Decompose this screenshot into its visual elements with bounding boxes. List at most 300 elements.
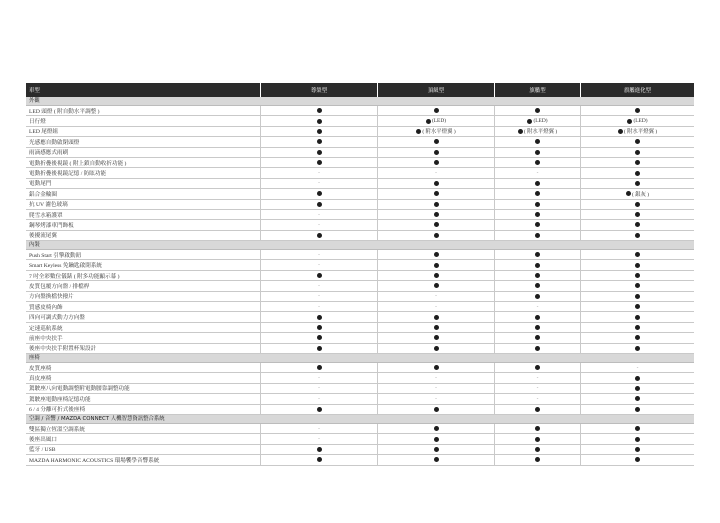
available-dot-icon: [434, 457, 439, 462]
not-available-dash: -: [435, 293, 437, 300]
available-dot-icon: [434, 273, 439, 278]
available-dot-icon: [535, 263, 540, 268]
feature-cell: [377, 210, 494, 219]
table-body: [26, 97, 694, 466]
table-row: [26, 445, 694, 455]
available-dot-icon: [635, 407, 640, 412]
feature-label: 鋁合金輪圈: [29, 191, 57, 198]
table-row: [26, 312, 694, 322]
available-dot-icon: [635, 437, 640, 442]
feature-cell: [260, 210, 377, 219]
feature-label: LED 頭燈 ( 附自動水平調整 ): [29, 108, 100, 115]
available-dot-icon: [635, 386, 640, 391]
feature-cell: [377, 158, 494, 167]
feature-cell: [494, 210, 580, 219]
feature-cell: [260, 168, 377, 177]
feature-label: 6 / 4 分離可折式後座椅: [29, 407, 86, 414]
feature-cell: [377, 148, 494, 157]
table-row: [26, 434, 694, 444]
feature-cell: [260, 250, 377, 259]
feature-cell: [260, 137, 377, 146]
feature-cell: [377, 455, 494, 464]
feature-note: ( 附水平燈翼 ): [523, 129, 558, 136]
available-dot-icon: [434, 202, 439, 207]
feature-cell: [494, 158, 580, 167]
available-dot-icon: [434, 407, 439, 412]
feature-cell: [260, 189, 377, 198]
feature-cell: [580, 148, 694, 157]
feature-label: Push Start 引擎啟動鈕: [29, 252, 82, 259]
available-dot-icon: [434, 315, 439, 320]
feature-cell: [494, 231, 580, 240]
feature-cell: [580, 292, 694, 301]
available-dot-icon: [317, 119, 322, 124]
feature-cell: [580, 302, 694, 311]
section-title: 空調 / 音響 / MAZDA CONNECT 人機智慧資訊整合系統: [26, 415, 694, 424]
feature-cell: [580, 189, 694, 198]
feature-label: LED 尾燈組: [29, 129, 59, 136]
available-dot-icon: [635, 150, 640, 155]
available-dot-icon: [635, 273, 640, 278]
not-available-dash: -: [435, 170, 437, 177]
table-row: [26, 373, 694, 383]
table-row: [26, 260, 694, 270]
available-dot-icon: [535, 181, 540, 186]
table-row: [26, 405, 694, 415]
feature-cell: [580, 116, 694, 125]
header-trim-3: 旗艦型: [494, 83, 580, 97]
feature-cell: [580, 424, 694, 433]
table-row: [26, 363, 694, 373]
spec-table: [26, 83, 694, 466]
feature-cell: [494, 260, 580, 269]
available-dot-icon: [317, 457, 322, 462]
not-available-dash: -: [435, 375, 437, 382]
feature-label: 後擾流尾翼: [29, 233, 57, 240]
table-row: [26, 333, 694, 343]
header-trim-1: 尊榮型: [260, 83, 377, 97]
feature-label: 後座中央扶手附置杯架設計: [29, 346, 97, 353]
table-row: [26, 323, 694, 333]
feature-cell: [260, 292, 377, 301]
feature-cell: [580, 455, 694, 464]
table-row: [26, 302, 694, 312]
table-row: [26, 127, 694, 137]
feature-label: 後座出風口: [29, 437, 57, 444]
not-available-dash: -: [318, 211, 320, 218]
feature-cell: [260, 179, 377, 188]
available-dot-icon: [535, 457, 540, 462]
feature-cell: [580, 312, 694, 321]
table-row: [26, 292, 694, 302]
available-dot-icon: [635, 263, 640, 268]
available-dot-icon: [535, 108, 540, 113]
table-row: [26, 106, 694, 116]
feature-cell: [260, 148, 377, 157]
not-available-dash: -: [536, 170, 539, 177]
feature-cell: [580, 445, 694, 454]
feature-cell: [377, 292, 494, 301]
feature-label: 定速巡航系統: [29, 325, 63, 332]
feature-cell: [377, 271, 494, 280]
available-dot-icon: [635, 396, 640, 401]
table-row: [26, 168, 694, 178]
feature-cell: [494, 405, 580, 414]
feature-cell: [377, 189, 494, 198]
available-dot-icon: [434, 252, 439, 257]
table-row: [26, 189, 694, 199]
available-dot-icon: [434, 426, 439, 431]
section-title: 座椅: [26, 354, 694, 363]
available-dot-icon: [317, 273, 322, 278]
feature-cell: [580, 271, 694, 280]
feature-cell: [494, 344, 580, 353]
available-dot-icon: [434, 263, 439, 268]
table-row: [26, 231, 694, 241]
available-dot-icon: [535, 139, 540, 144]
available-dot-icon: [317, 335, 322, 340]
not-available-dash: -: [536, 395, 539, 402]
feature-cell: [377, 116, 494, 125]
feature-label: 駕駛座電動座椅記憶功能: [29, 396, 91, 403]
feature-cell: [260, 344, 377, 353]
table-row: [26, 220, 694, 230]
available-dot-icon: [416, 129, 421, 134]
feature-cell: [377, 312, 494, 321]
feature-cell: [494, 281, 580, 290]
header-model: 車型: [29, 88, 40, 94]
available-dot-icon: [635, 447, 640, 452]
feature-cell: [377, 405, 494, 414]
available-dot-icon: [635, 252, 640, 257]
available-dot-icon: [626, 191, 631, 196]
feature-cell: [494, 373, 580, 382]
feature-cell: [260, 333, 377, 342]
available-dot-icon: [426, 119, 431, 124]
feature-cell: [260, 302, 377, 311]
feature-cell: [580, 333, 694, 342]
feature-cell: [377, 424, 494, 433]
feature-cell: [377, 200, 494, 209]
table-row: [26, 281, 694, 291]
feature-cell: [580, 384, 694, 393]
available-dot-icon: [317, 407, 322, 412]
feature-cell: [377, 445, 494, 454]
available-dot-icon: [635, 212, 640, 217]
available-dot-icon: [434, 325, 439, 330]
available-dot-icon: [535, 202, 540, 207]
available-dot-icon: [317, 233, 322, 238]
available-dot-icon: [635, 335, 640, 340]
feature-cell: [260, 405, 377, 414]
feature-cell: [494, 250, 580, 259]
feature-cell: [580, 344, 694, 353]
feature-cell: [580, 158, 694, 167]
available-dot-icon: [317, 129, 322, 134]
available-dot-icon: [635, 283, 640, 288]
feature-cell: [494, 363, 580, 372]
feature-label: Smart Keyless 免鑰匙啟閉系統: [29, 263, 103, 270]
feature-cell: [377, 363, 494, 372]
feature-cell: [260, 231, 377, 240]
not-available-dash: -: [318, 262, 320, 269]
available-dot-icon: [434, 335, 439, 340]
feature-cell: [494, 455, 580, 464]
feature-cell: [580, 260, 694, 269]
feature-cell: [260, 271, 377, 280]
feature-label: 四向可調式動力方向盤: [29, 315, 85, 322]
table-row: [26, 200, 694, 210]
available-dot-icon: [618, 129, 623, 134]
available-dot-icon: [635, 202, 640, 207]
available-dot-icon: [434, 160, 439, 165]
feature-cell: [260, 434, 377, 443]
feature-cell: [494, 312, 580, 321]
feature-label: 光感應自動啟閉頭燈: [29, 139, 80, 146]
available-dot-icon: [535, 346, 540, 351]
feature-cell: [260, 394, 377, 403]
not-available-dash: -: [318, 293, 320, 300]
available-dot-icon: [535, 150, 540, 155]
feature-note: (LED): [533, 118, 548, 125]
feature-label: 質感皮椅內飾: [29, 304, 63, 311]
available-dot-icon: [535, 325, 540, 330]
not-available-dash: -: [435, 385, 437, 392]
feature-cell: [494, 394, 580, 403]
available-dot-icon: [535, 222, 540, 227]
available-dot-icon: [317, 325, 322, 330]
available-dot-icon: [635, 304, 640, 309]
not-available-dash: -: [318, 436, 320, 443]
available-dot-icon: [535, 283, 540, 288]
feature-cell: [377, 220, 494, 229]
feature-cell: [580, 231, 694, 240]
feature-cell: [494, 127, 580, 136]
feature-note: (LED): [431, 118, 447, 125]
feature-label: 電動折疊後視鏡記憶 / 防眩功能: [29, 171, 107, 178]
not-available-dash: -: [318, 180, 320, 187]
available-dot-icon: [434, 233, 439, 238]
not-available-dash: -: [318, 375, 320, 382]
feature-cell: [377, 394, 494, 403]
feature-cell: [377, 231, 494, 240]
available-dot-icon: [434, 150, 439, 155]
available-dot-icon: [317, 202, 322, 207]
available-dot-icon: [317, 139, 322, 144]
available-dot-icon: [535, 437, 540, 442]
feature-label: 電動折疊後視鏡 ( 附上鎖自動收折功能 ): [29, 160, 127, 167]
available-dot-icon: [535, 294, 540, 299]
not-available-dash: -: [318, 395, 320, 402]
feature-cell: [494, 333, 580, 342]
not-available-dash: -: [318, 385, 320, 392]
available-dot-icon: [635, 160, 640, 165]
feature-cell: [260, 323, 377, 332]
feature-cell: [580, 250, 694, 259]
feature-cell: [377, 179, 494, 188]
feature-note: ( 附水平燈翼 ): [623, 129, 658, 136]
feature-cell: [377, 127, 494, 136]
feature-cell: [580, 434, 694, 443]
feature-cell: [494, 271, 580, 280]
feature-label: 方向盤換檔快撥片: [29, 294, 74, 301]
feature-label: 真皮座椅: [29, 376, 52, 383]
feature-cell: [260, 384, 377, 393]
feature-cell: [377, 137, 494, 146]
available-dot-icon: [317, 160, 322, 165]
feature-cell: [494, 445, 580, 454]
feature-label: 電動尾門: [29, 181, 52, 188]
available-dot-icon: [535, 273, 540, 278]
feature-cell: [377, 333, 494, 342]
table-row: [26, 137, 694, 147]
available-dot-icon: [434, 181, 439, 186]
feature-cell: [494, 168, 580, 177]
feature-label: 抗 UV 濾色玻璃: [29, 202, 68, 209]
available-dot-icon: [434, 108, 439, 113]
feature-cell: [494, 292, 580, 301]
feature-cell: [494, 424, 580, 433]
header-trim-2: 頂級型: [377, 83, 494, 97]
feature-cell: [580, 210, 694, 219]
feature-cell: [580, 200, 694, 209]
not-available-dash: -: [318, 251, 320, 258]
feature-cell: [260, 200, 377, 209]
feature-cell: [260, 363, 377, 372]
available-dot-icon: [635, 315, 640, 320]
feature-cell: [260, 455, 377, 464]
available-dot-icon: [635, 346, 640, 351]
available-dot-icon: [635, 171, 640, 176]
not-available-dash: -: [435, 395, 437, 402]
feature-label: 皮質座椅: [29, 365, 52, 372]
feature-cell: [260, 260, 377, 269]
available-dot-icon: [434, 447, 439, 452]
section-title: 內裝: [26, 241, 694, 250]
feature-cell: [494, 302, 580, 311]
feature-cell: [580, 363, 694, 372]
feature-label: 7 吋全彩數位儀錶 ( 附多功能顯示幕 ): [29, 273, 120, 280]
feature-cell: [260, 106, 377, 115]
feature-cell: [494, 220, 580, 229]
feature-cell: [377, 344, 494, 353]
available-dot-icon: [317, 315, 322, 320]
feature-cell: [377, 260, 494, 269]
available-dot-icon: [635, 108, 640, 113]
available-dot-icon: [535, 233, 540, 238]
table-row: [26, 344, 694, 354]
feature-cell: [580, 373, 694, 382]
feature-note: ( 附水平燈翼 ): [422, 129, 456, 136]
not-available-dash: -: [536, 385, 539, 392]
section-title: 外觀: [26, 97, 694, 106]
available-dot-icon: [434, 212, 439, 217]
feature-cell: [494, 137, 580, 146]
available-dot-icon: [635, 222, 640, 227]
table-row: [26, 158, 694, 168]
feature-label: 日行燈: [29, 119, 46, 126]
available-dot-icon: [527, 119, 532, 124]
feature-cell: [377, 281, 494, 290]
feature-cell: [494, 179, 580, 188]
feature-cell: [377, 384, 494, 393]
available-dot-icon: [535, 447, 540, 452]
feature-cell: [580, 106, 694, 115]
table-row: [26, 250, 694, 260]
available-dot-icon: [317, 447, 322, 452]
available-dot-icon: [518, 129, 523, 134]
feature-cell: [494, 189, 580, 198]
feature-label: 雨滴感應式雨刷: [29, 150, 69, 157]
table-row: [26, 424, 694, 434]
feature-label: 皮質包覆方向盤 / 排檔桿: [29, 283, 90, 290]
available-dot-icon: [635, 325, 640, 330]
feature-note: ( 銀灰 ): [631, 191, 650, 198]
table-row: [26, 148, 694, 158]
feature-label: 藍牙 / USB: [29, 447, 56, 454]
available-dot-icon: [535, 191, 540, 196]
feature-cell: [580, 127, 694, 136]
available-dot-icon: [535, 160, 540, 165]
not-available-dash: -: [536, 303, 539, 310]
available-dot-icon: [434, 346, 439, 351]
feature-label: 爬雪水箱護罩: [29, 212, 63, 219]
available-dot-icon: [535, 365, 540, 370]
feature-label: 雙區獨立恆溫空調系統: [29, 426, 85, 433]
not-available-dash: -: [318, 221, 320, 228]
available-dot-icon: [434, 222, 439, 227]
feature-label: 駕駛座八向電動調整附電動腰靠調整功能: [29, 386, 130, 393]
feature-label: MAZDA HARMONIC ACOUSTICS 環場饗學音響系統: [29, 457, 160, 464]
available-dot-icon: [535, 426, 540, 431]
not-available-dash: -: [318, 425, 320, 432]
table-row: [26, 179, 694, 189]
available-dot-icon: [317, 108, 322, 113]
header-trim-4: 旗艦進化型: [580, 83, 694, 97]
feature-cell: [494, 148, 580, 157]
available-dot-icon: [635, 426, 640, 431]
available-dot-icon: [635, 139, 640, 144]
available-dot-icon: [635, 294, 640, 299]
feature-cell: [260, 220, 377, 229]
table-row: [26, 210, 694, 220]
feature-cell: [260, 373, 377, 382]
table-row: [26, 394, 694, 404]
available-dot-icon: [317, 365, 322, 370]
table-row: [26, 116, 694, 126]
feature-cell: [377, 373, 494, 382]
available-dot-icon: [535, 335, 540, 340]
feature-note: (LED): [633, 118, 648, 125]
available-dot-icon: [434, 191, 439, 196]
table-row: [26, 384, 694, 394]
table-header: [26, 83, 694, 97]
not-available-dash: -: [435, 303, 437, 310]
feature-cell: [377, 323, 494, 332]
available-dot-icon: [535, 407, 540, 412]
feature-cell: [377, 302, 494, 311]
available-dot-icon: [535, 212, 540, 217]
table-row: [26, 271, 694, 281]
feature-cell: [377, 250, 494, 259]
not-available-dash: -: [636, 364, 639, 371]
feature-label: 鋼琴烤漆車門飾板: [29, 222, 74, 229]
not-available-dash: -: [318, 282, 320, 289]
available-dot-icon: [434, 139, 439, 144]
feature-cell: [260, 312, 377, 321]
available-dot-icon: [535, 315, 540, 320]
feature-cell: [494, 384, 580, 393]
